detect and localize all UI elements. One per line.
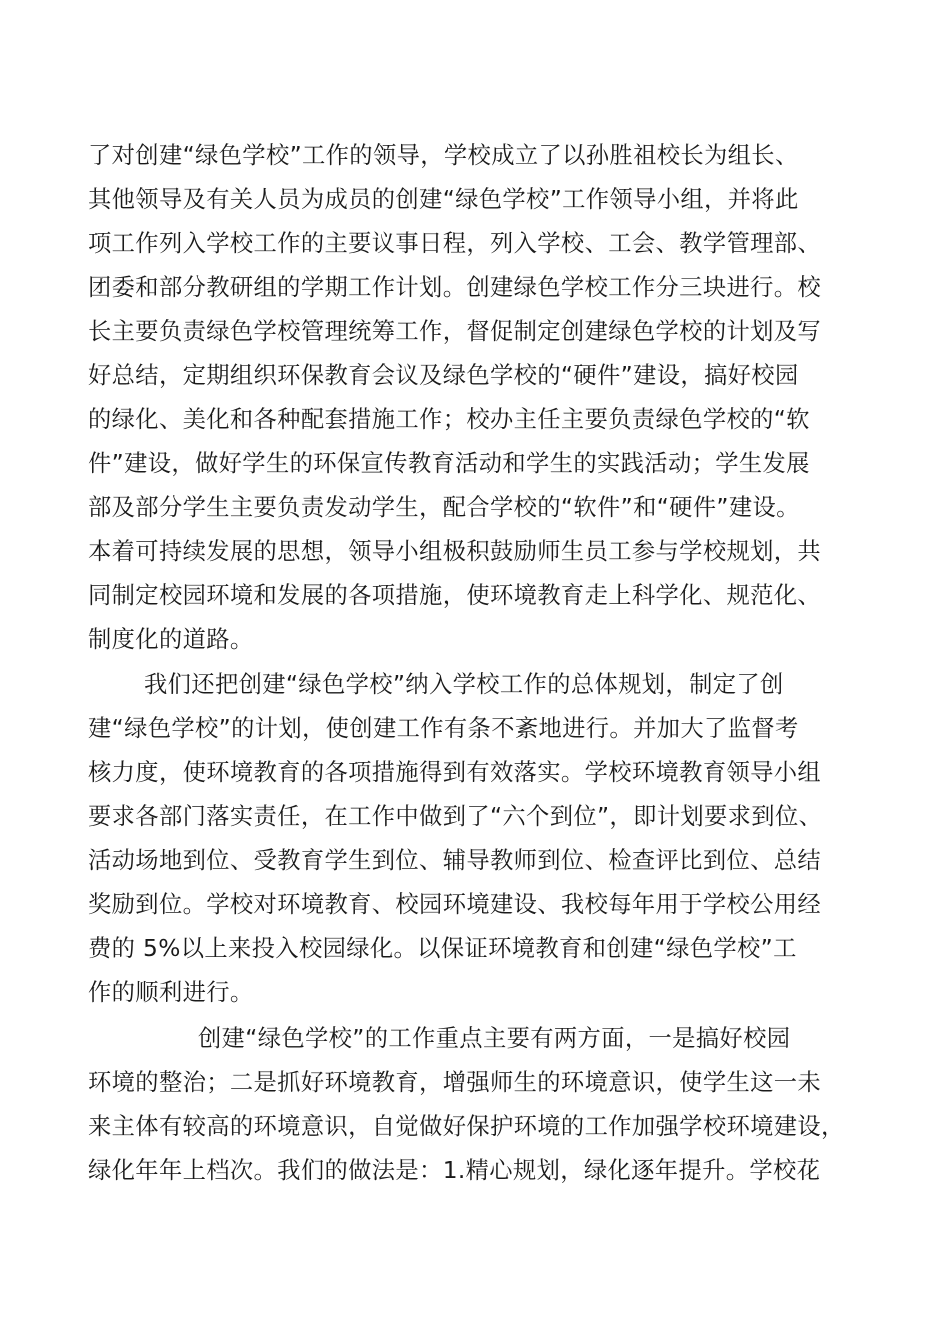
text-line: 同制定校园环境和发展的各项措施，使环境教育走上科学化、规范化、 [88, 582, 822, 609]
text-line: 团委和部分教研组的学期工作计划。创建绿色学校工作分三块进行。校 [88, 274, 822, 301]
text-line: 项工作列入学校工作的主要议事日程，列入学校、工会、教学管理部、 [88, 230, 822, 257]
text-line: 的绿化、美化和各种配套措施工作；校办主任主要负责绿色学校的“软 [88, 406, 810, 433]
text-line: 建“绿色学校”的计划，使创建工作有条不紊地进行。并加大了监督考 [88, 715, 799, 742]
text-line: 环境的整治；二是抓好环境教育，增强师生的环境意识，使学生这一未 [88, 1069, 822, 1096]
text-line: 要求各部门落实责任，在工作中做到了“六个到位”，即计划要求到位、 [88, 803, 823, 830]
text-line: 制度化的道路。 [88, 626, 254, 653]
text-line: 奖励到位。学校对环境教育、校园环境建设、我校每年用于学校公用经 [88, 891, 822, 918]
text-line: 长主要负责绿色学校管理统筹工作，督促制定创建绿色学校的计划及写 [88, 318, 822, 345]
text-line: 创建“绿色学校”的工作重点主要有两方面，一是搞好校园 [198, 1025, 791, 1052]
text-line: 作的顺利进行。 [88, 979, 254, 1006]
text-line: 好总结，定期组织环保教育会议及绿色学校的“硬件”建设，搞好校园 [88, 362, 799, 389]
text-line: 件”建设，做好学生的环保宣传教育活动和学生的实践活动；学生发展 [88, 450, 810, 477]
text-line: 费的 5%以上来投入校园绿化。以保证环境教育和创建“绿色学校”工 [88, 935, 797, 962]
text-line: 核力度，使环境教育的各项措施得到有效落实。学校环境教育领导小组 [88, 759, 822, 786]
text-line: 绿化年年上档次。我们的做法是：1.精心规划，绿化逐年提升。学校花 [88, 1157, 821, 1184]
text-line: 部及部分学生主要负责发动学生，配合学校的“软件”和“硬件”建设。 [88, 494, 800, 521]
text-line: 其他领导及有关人员为成员的创建“绿色学校”工作领导小组，并将此 [88, 186, 799, 213]
text-line: 活动场地到位、受教育学生到位、辅导教师到位、检查评比到位、总结 [88, 847, 822, 874]
text-line: 我们还把创建“绿色学校”纳入学校工作的总体规划，制定了创 [144, 671, 784, 698]
text-line: 了对创建“绿色学校”工作的领导，学校成立了以孙胜祖校长为组长、 [88, 142, 799, 169]
text-line: 来主体有较高的环境意识，自觉做好保护环境的工作加强学校环境建设， [88, 1113, 845, 1140]
text-line: 本着可持续发展的思想，领导小组极积鼓励师生员工参与学校规划，共 [88, 538, 822, 565]
